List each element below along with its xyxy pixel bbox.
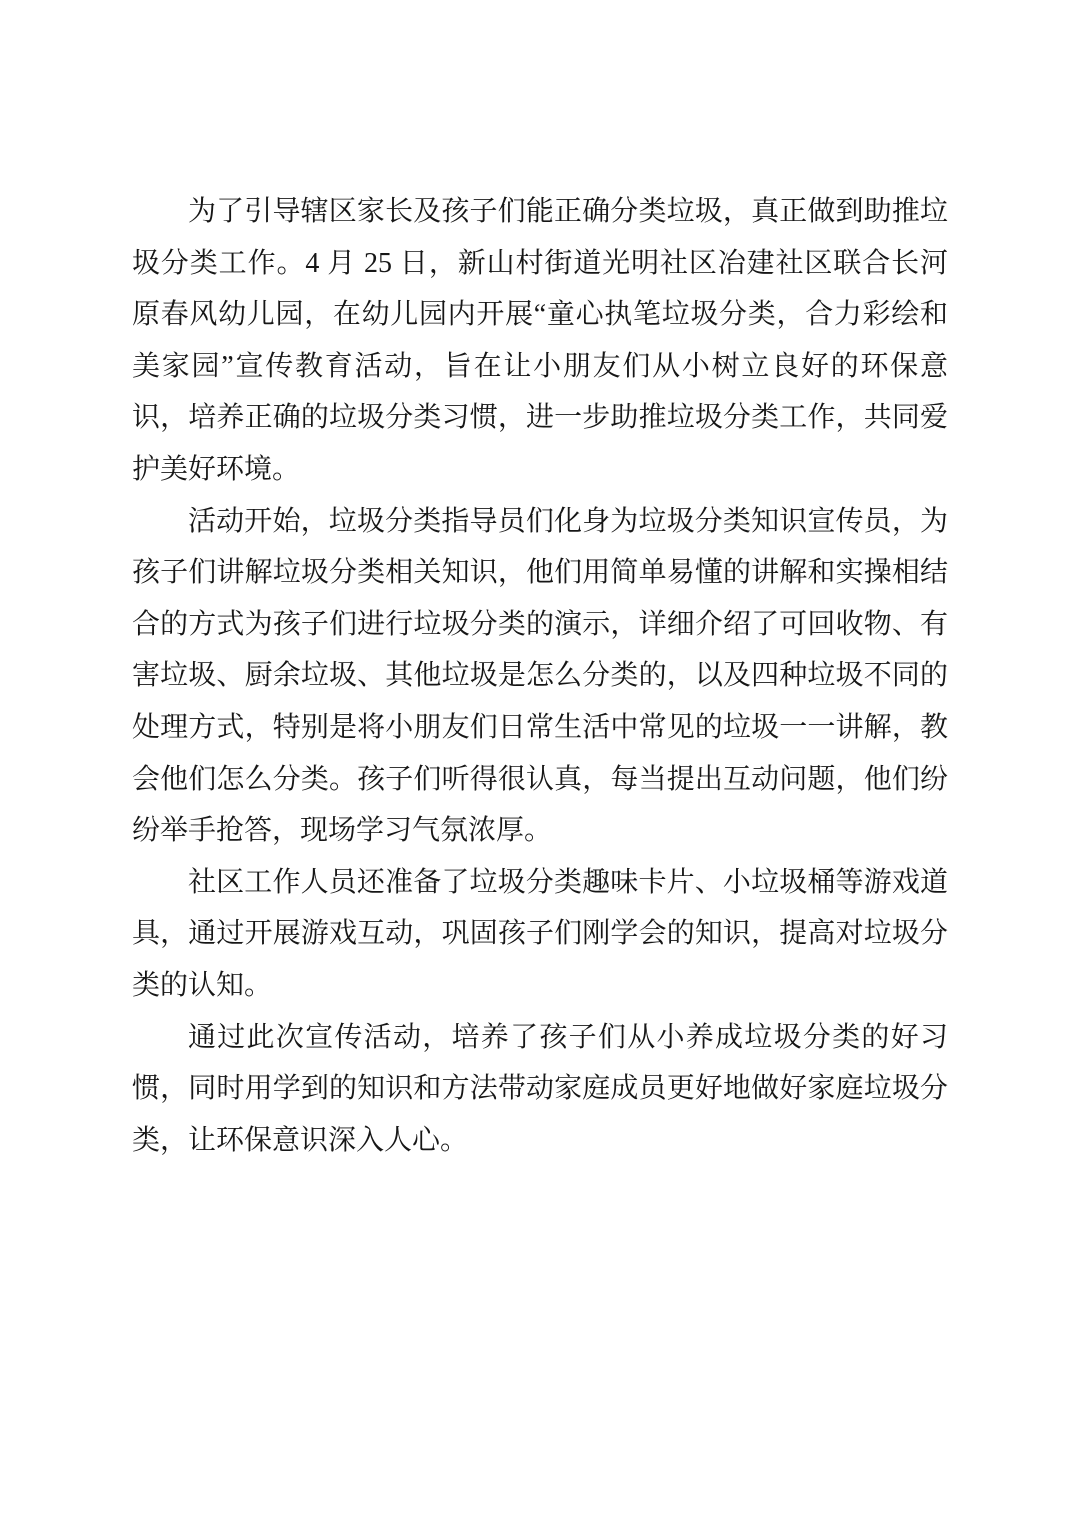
paragraph-conclusion: 通过此次宣传活动，培养了孩子们从小养成垃圾分类的好习惯，同时用学到的知识和方法带动家庭成员更好地做好家庭垃圾分类，让环保意识深入人心。: [132, 1021, 948, 1156]
document-body: [132, 186, 948, 1166]
paragraph-game-props: 社区工作人员还准备了垃圾分类趣味卡片、小垃圾桶等游戏道具，通过开展游戏互动，巩固孩子们刚学会的知识，提高对垃圾分类的认知。: [132, 866, 948, 1001]
paragraph-intro: 为了引导辖区家长及孩子们能正确分类垃圾，真正做到助推垃圾分类工作。4 月 25 日，新山村街道光明社区冶建社区联合长河原春风幼儿园，在幼儿园内开展“童心执笔垃圾分类，合力彩绘和美家园”宣传教育活动，旨在让小朋友们从小树立良好的环保意识，培养正确的垃圾分类习惯，进一步助推垃圾分类工作，共同爱护美好环境。: [132, 196, 948, 485]
paragraph-activity-start: 活动开始，垃圾分类指导员们化身为垃圾分类知识宣传员，为孩子们讲解垃圾分类相关知识，他们用简单易懂的讲解和实操相结合的方式为孩子们进行垃圾分类的演示，详细介绍了可回收物、有害垃圾、厨余垃圾、其他垃圾是怎么分类的，以及四种垃圾不同的处理方式，特别是将小朋友们日常生活中常见的垃圾一一讲解，教会他们怎么分类。孩子们听得很认真，每当提出互动问题，他们纷纷举手抢答，现场学习气氛浓厚。: [132, 505, 948, 847]
